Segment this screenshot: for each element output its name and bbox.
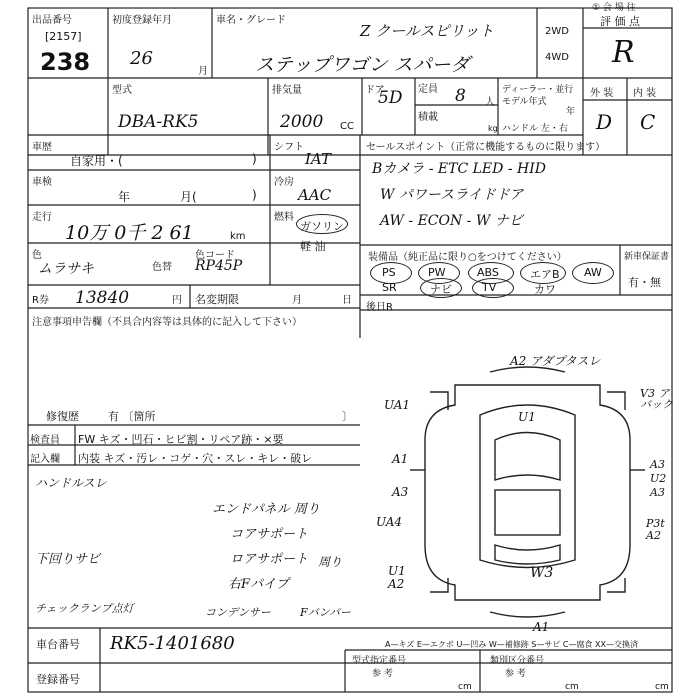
mark-left-top: UA1 bbox=[384, 398, 411, 412]
equip-pw: PW bbox=[428, 266, 446, 279]
mark-rear: W3 bbox=[530, 565, 554, 581]
cm-left: cm bbox=[458, 682, 472, 692]
mark-right-4: P3t A2 bbox=[646, 517, 665, 542]
cm-far: cm bbox=[655, 682, 669, 692]
cm-right: cm bbox=[565, 682, 579, 692]
mark-right-2: U2 bbox=[650, 472, 667, 485]
drive-4wd: 4WD bbox=[545, 52, 569, 63]
dealer-label: ディーラー・並行 bbox=[502, 85, 574, 95]
car-name: ステップワゴン スパーダ bbox=[255, 54, 470, 76]
reg-year: 26 bbox=[130, 48, 153, 69]
year-unit: 年 bbox=[566, 107, 576, 117]
mark-top: A2 アダプタスレ bbox=[510, 354, 601, 368]
mileage: 10万 0千 2 61 bbox=[65, 222, 194, 244]
ref-left: 参 考 bbox=[372, 669, 393, 679]
mark-bottom: A1 bbox=[533, 620, 550, 634]
fuel-gas: ガソリン bbox=[300, 220, 344, 233]
fuel-diesel: 軽 油 bbox=[300, 240, 326, 253]
history-label: 車歴 bbox=[32, 142, 52, 153]
door-label: ドア bbox=[365, 85, 385, 96]
after-label: 後日R bbox=[366, 302, 393, 313]
model: DBA-RK5 bbox=[118, 112, 199, 132]
interior-label: 内 装 bbox=[633, 88, 657, 99]
equip-abs: ABS bbox=[477, 266, 499, 279]
mileage-label: 走行 bbox=[32, 212, 52, 223]
equip-aw-circle bbox=[572, 262, 614, 284]
note-handle: ハンドルスレ bbox=[35, 476, 107, 490]
warranty-label: 新車保証書 bbox=[624, 252, 670, 262]
kg-unit: kg bbox=[488, 124, 498, 133]
equip-leather: カワ bbox=[534, 283, 556, 296]
displacement: 2000 bbox=[280, 112, 324, 132]
mark-right-1: A3 bbox=[650, 458, 665, 471]
person-unit: 人 bbox=[485, 97, 495, 108]
note-core-support: コアサポート bbox=[230, 527, 309, 542]
mark-left-2: A3 bbox=[392, 485, 409, 499]
rating: R bbox=[612, 35, 635, 70]
mark-right-3: A3 bbox=[650, 486, 665, 499]
reg-month-unit: 月 bbox=[198, 66, 208, 77]
km-unit: km bbox=[230, 231, 246, 242]
color-code-label: 色コード bbox=[195, 250, 235, 261]
equip-sr: SR bbox=[382, 281, 397, 294]
note-f-bumper: Fバンパー bbox=[300, 606, 351, 619]
equip-tv: TV bbox=[482, 281, 497, 294]
car-name-label: 車名・グレード bbox=[216, 15, 286, 26]
repair-value: 有 〔箇所 bbox=[108, 410, 156, 423]
equip-navi: ナビ bbox=[430, 283, 452, 296]
sales-line-2: W パワースライドドア bbox=[380, 187, 524, 203]
handle-label: ハンドル 左・右 bbox=[502, 124, 568, 134]
lot-number: 238 bbox=[40, 48, 91, 76]
model-label: 型式 bbox=[112, 85, 132, 96]
equip-ps: PS bbox=[382, 266, 396, 279]
note-lower-support: ロアサポート bbox=[230, 552, 309, 567]
capacity-label: 定員 bbox=[418, 84, 438, 95]
chassis-number: RK5-1401680 bbox=[110, 633, 235, 654]
equip-aw: AW bbox=[584, 266, 602, 279]
lot-label: 出品番号 bbox=[32, 15, 72, 26]
displacement-label: 排気量 bbox=[272, 85, 302, 96]
caution-label: 注意事項申告欄（不具合内容等は具体的に記入して下さい） bbox=[32, 317, 302, 328]
note-pipe: 右Fパイプ bbox=[228, 577, 289, 592]
warranty-value: 有・無 bbox=[628, 276, 661, 289]
inspection-year: 年 bbox=[118, 190, 131, 204]
repair-close: 〕 bbox=[342, 410, 353, 423]
sales-line-3: AW - ECON - W ナビ bbox=[380, 213, 523, 229]
venue-label: ① 会 場 往 bbox=[592, 3, 636, 13]
inspector-label: 検査員 bbox=[30, 435, 60, 446]
note-check-lamp: チェックランプ点灯 bbox=[35, 602, 134, 615]
ac-label: 冷房 bbox=[274, 177, 294, 188]
drive-2wd: 2WD bbox=[545, 26, 569, 37]
recycle: 13840 bbox=[75, 288, 130, 308]
registration-label: 登録番号 bbox=[36, 673, 80, 686]
grade: Z クールスピリット bbox=[360, 22, 494, 40]
equip-tv-circle bbox=[472, 278, 514, 298]
note-around: 周り bbox=[318, 555, 343, 569]
exterior-label: 外 装 bbox=[590, 88, 614, 99]
inspection-close: ) bbox=[252, 188, 257, 202]
lot-code: [2157] bbox=[45, 30, 82, 43]
rating-label: 評 価 点 bbox=[600, 15, 640, 28]
inspection-label: 車検 bbox=[32, 177, 52, 188]
equip-navi-circle bbox=[420, 278, 462, 298]
color: ムラサキ bbox=[38, 261, 94, 277]
load-label: 積載 bbox=[418, 112, 438, 123]
inspect-row-2: 内装 キズ・汚レ・コゲ・穴・スレ・キレ・破レ bbox=[78, 452, 313, 465]
fuel-circle bbox=[296, 214, 348, 234]
sales-line-1: Bカメラ - ETC LED - HID bbox=[372, 161, 546, 177]
capacity: 8 bbox=[455, 86, 466, 106]
model-year-label: モデル年式 bbox=[502, 97, 547, 107]
name-change-label: 名変期限 bbox=[195, 293, 239, 306]
color-label: 色 bbox=[32, 250, 42, 261]
inspect-row-1: FW キズ・凹石・ヒビ割・リペア跡・×要 bbox=[78, 433, 284, 446]
interior-grade: C bbox=[640, 110, 656, 134]
mark-front-right: V3 アバック bbox=[640, 387, 673, 411]
category-label: 類別区分番号 bbox=[490, 656, 545, 666]
recycle-label: R券 bbox=[32, 295, 49, 306]
history: 自家用・( bbox=[70, 154, 123, 168]
shift-label: シフト bbox=[274, 142, 304, 153]
ac: AAC bbox=[298, 186, 332, 204]
color-code: RP45P bbox=[195, 258, 243, 274]
note-under-rust: 下回りサビ bbox=[35, 552, 101, 567]
type-designation-label: 型式指定番号 bbox=[352, 656, 407, 666]
equipment-label: 装備品（純正品に限り○をつけてください） bbox=[368, 252, 567, 263]
mark-left-1: A1 bbox=[392, 452, 409, 466]
color-swap-label: 色替 bbox=[152, 262, 172, 273]
fuel-label: 燃料 bbox=[274, 212, 294, 223]
name-change-day: 日 bbox=[342, 295, 352, 306]
cc-unit: CC bbox=[340, 121, 354, 132]
note-condenser: コンデンサー bbox=[205, 606, 271, 619]
ref-right: 参 考 bbox=[505, 669, 526, 679]
repair-label: 修復歴 bbox=[46, 410, 79, 423]
note-end-panel: エンドパネル 周り bbox=[212, 502, 320, 517]
mark-left-rear: U1 A2 bbox=[388, 564, 406, 591]
mark-roof: U1 bbox=[518, 410, 536, 424]
name-change-month: 月 bbox=[292, 295, 302, 306]
damage-legend: A—キズ E—エクボ U—凹み W—補修跡 S—サビ C—腐食 XX—交換済 bbox=[385, 640, 639, 649]
mark-left-3: UA4 bbox=[376, 515, 403, 529]
chassis-label: 車台番号 bbox=[36, 638, 80, 651]
reg-year-label: 初度登録年月 bbox=[112, 15, 172, 26]
history-close: ) bbox=[252, 152, 257, 166]
sales-label: セールスポイント（正常に機能するものに限ります） bbox=[366, 142, 606, 153]
exterior-grade: D bbox=[596, 110, 613, 134]
door: 5D bbox=[378, 88, 403, 108]
entry-label: 記入欄 bbox=[30, 454, 60, 465]
yen-unit: 円 bbox=[172, 295, 182, 306]
equip-airbag: エアB bbox=[530, 268, 560, 281]
inspection-month: 月( bbox=[180, 190, 197, 204]
shift: IAT bbox=[305, 150, 331, 168]
